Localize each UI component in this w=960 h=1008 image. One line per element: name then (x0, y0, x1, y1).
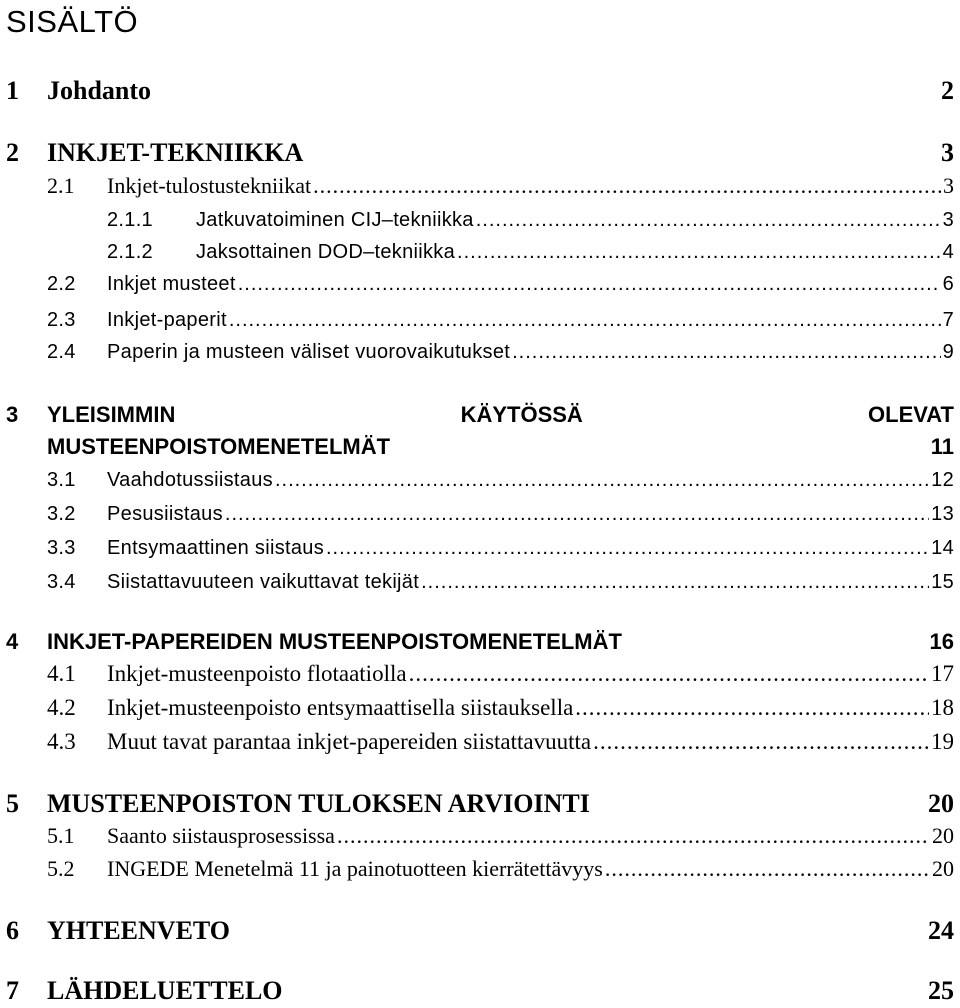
chapter-title: YHTEENVETO (47, 916, 231, 945)
section-entry (196, 236, 954, 268)
page-number: 7 (942, 309, 954, 331)
toc-section-4-1[interactable] (0, 658, 960, 690)
section-entry (107, 304, 954, 336)
section-number: 4.1 (47, 661, 76, 686)
dot-leader (421, 566, 929, 598)
chapter-title: MUSTEENPOISTOMENETELMÄT (47, 434, 391, 459)
toc-section-4-3[interactable] (0, 726, 960, 758)
toc-section-2-1-2[interactable] (0, 236, 960, 268)
page-number: 9 (942, 341, 954, 363)
section-title: Vaahdotussiistaus (107, 469, 273, 491)
chapter-title: INKJET-TEKNIIKKA (47, 138, 304, 167)
toc-chapter-3-line-2[interactable] (0, 430, 960, 464)
section-title: Jatkuvatoiminen CIJ–tekniikka (196, 209, 474, 231)
toc-chapter-4[interactable] (0, 625, 960, 659)
page-number: 20 (932, 856, 954, 881)
page-number: 12 (931, 469, 954, 491)
section-title: Saanto siistausprosessissa (107, 823, 335, 848)
chapter-title-word: KÄYTÖSSÄ (460, 402, 583, 427)
toc-chapter-7[interactable] (0, 974, 960, 1008)
page-number: 6 (942, 273, 954, 295)
dot-leader (225, 498, 929, 530)
toc-section-4-2[interactable] (0, 692, 960, 724)
dot-leader (238, 268, 941, 300)
toc-section-3-3[interactable] (0, 532, 960, 564)
section-number: 5.1 (47, 823, 75, 848)
section-entry (107, 532, 954, 564)
section-entry (107, 498, 954, 530)
toc-chapter-5[interactable] (0, 787, 960, 821)
chapter-number: 3 (6, 402, 19, 427)
page-number: 13 (931, 503, 954, 525)
page-number: 3 (941, 138, 954, 167)
chapter-title-word: OLEVAT (868, 402, 954, 427)
section-number: 3.2 (47, 503, 76, 525)
section-number: 5.2 (47, 856, 75, 881)
section-number: 2.1 (47, 173, 75, 198)
chapter-number: 4 (6, 629, 19, 654)
section-number: 3.1 (47, 469, 76, 491)
section-entry (107, 566, 954, 598)
toc-section-2-1-1[interactable] (0, 204, 960, 236)
section-title: Inkjet musteet (107, 273, 236, 295)
page-number: 14 (931, 537, 954, 559)
dot-leader (575, 692, 929, 724)
page-number: 24 (928, 916, 954, 945)
toc-chapter-3[interactable] (0, 398, 960, 432)
page-number: 16 (929, 629, 954, 654)
chapter-number: 2 (6, 138, 19, 167)
section-title: Siistattavuuteen vaikuttavat tekijät (107, 571, 420, 593)
dot-leader (605, 853, 930, 885)
toc-section-3-4[interactable] (0, 566, 960, 598)
section-title: Jaksottainen DOD–tekniikka (196, 241, 456, 263)
section-entry (107, 658, 954, 690)
toc-section-3-1[interactable] (0, 464, 960, 496)
dot-leader (337, 820, 930, 852)
page-number: 20 (932, 823, 954, 848)
toc-section-2-2[interactable] (0, 268, 960, 300)
toc-title: SISÄLTÖ (6, 4, 139, 39)
section-entry (107, 464, 954, 496)
page-number: 3 (943, 173, 954, 198)
section-title: Inkjet-paperit (107, 309, 227, 331)
section-title: Paperin ja musteen väliset vuorovaikutukset (107, 341, 511, 363)
page-number: 19 (931, 729, 954, 754)
section-entry (107, 853, 954, 885)
page-number: 18 (931, 695, 954, 720)
chapter-title-line-1 (47, 398, 954, 432)
toc-section-2-4[interactable] (0, 336, 960, 368)
chapter-title: INKJET-PAPEREIDEN MUSTEENPOISTOMENETELMÄT (47, 629, 622, 654)
dot-leader (313, 170, 941, 202)
section-entry (107, 268, 954, 300)
chapter-number: 5 (6, 789, 19, 818)
section-entry (107, 336, 954, 368)
dot-leader (229, 304, 941, 336)
chapter-number: 7 (6, 976, 19, 1005)
page-number: 2 (941, 76, 954, 105)
dot-leader (593, 726, 929, 758)
chapter-number: 1 (6, 76, 19, 105)
page-number: 25 (928, 976, 954, 1005)
dot-leader (326, 532, 929, 564)
page-number: 3 (942, 209, 954, 231)
page-number: 20 (928, 789, 954, 818)
section-number: 2.1.2 (107, 241, 153, 263)
dot-leader (512, 336, 940, 368)
section-entry (107, 692, 954, 724)
toc-section-2-3[interactable] (0, 304, 960, 336)
page-number: 11 (930, 434, 954, 459)
toc-section-5-2[interactable] (0, 853, 960, 885)
section-title: Inkjet-musteenpoisto entsymaattisella siistauksella (107, 695, 574, 720)
dot-leader (476, 204, 941, 236)
section-entry (196, 204, 954, 236)
chapter-title: MUSTEENPOISTON TULOKSEN ARVIOINTI (47, 789, 590, 818)
section-title: Entsymaattinen siistaus (107, 537, 324, 559)
toc-chapter-2[interactable] (0, 136, 960, 170)
section-entry (107, 170, 954, 202)
section-number: 3.4 (47, 571, 76, 593)
section-number: 3.3 (47, 537, 76, 559)
toc-section-2-1[interactable] (0, 170, 960, 202)
section-number: 2.1.1 (107, 209, 153, 231)
chapter-title: Johdanto (47, 76, 152, 105)
section-title: Inkjet-musteenpoisto flotaatiolla (107, 661, 407, 686)
toc-section-3-2[interactable] (0, 498, 960, 530)
page-number: 17 (931, 661, 954, 686)
section-title: Muut tavat parantaa inkjet-papereiden siistattavuutta (107, 729, 592, 754)
section-number: 4.2 (47, 695, 76, 720)
dot-leader (409, 658, 929, 690)
toc-section-5-1[interactable] (0, 820, 960, 852)
section-number: 2.2 (47, 273, 76, 295)
section-entry (107, 820, 954, 852)
chapter-title: LÄHDELUETTELO (47, 976, 283, 1005)
section-title: Pesusiistaus (107, 503, 223, 525)
page-number: 15 (931, 571, 954, 593)
dot-leader (275, 464, 929, 496)
chapter-title-word: YLEISIMMIN (47, 402, 176, 427)
chapter-number: 6 (6, 916, 19, 945)
section-number: 4.3 (47, 729, 76, 754)
section-title: INGEDE Menetelmä 11 ja painotuotteen kierrätettävyys (107, 856, 603, 881)
toc-chapter-6[interactable] (0, 914, 960, 948)
page-number: 4 (942, 241, 954, 263)
section-number: 2.3 (47, 309, 76, 331)
dot-leader (457, 236, 941, 268)
chapter-title-line-2 (47, 430, 954, 464)
section-entry (107, 726, 954, 758)
section-number: 2.4 (47, 341, 76, 363)
section-title: Inkjet-tulostustekniikat (107, 173, 312, 198)
toc-chapter-1[interactable] (0, 74, 960, 108)
